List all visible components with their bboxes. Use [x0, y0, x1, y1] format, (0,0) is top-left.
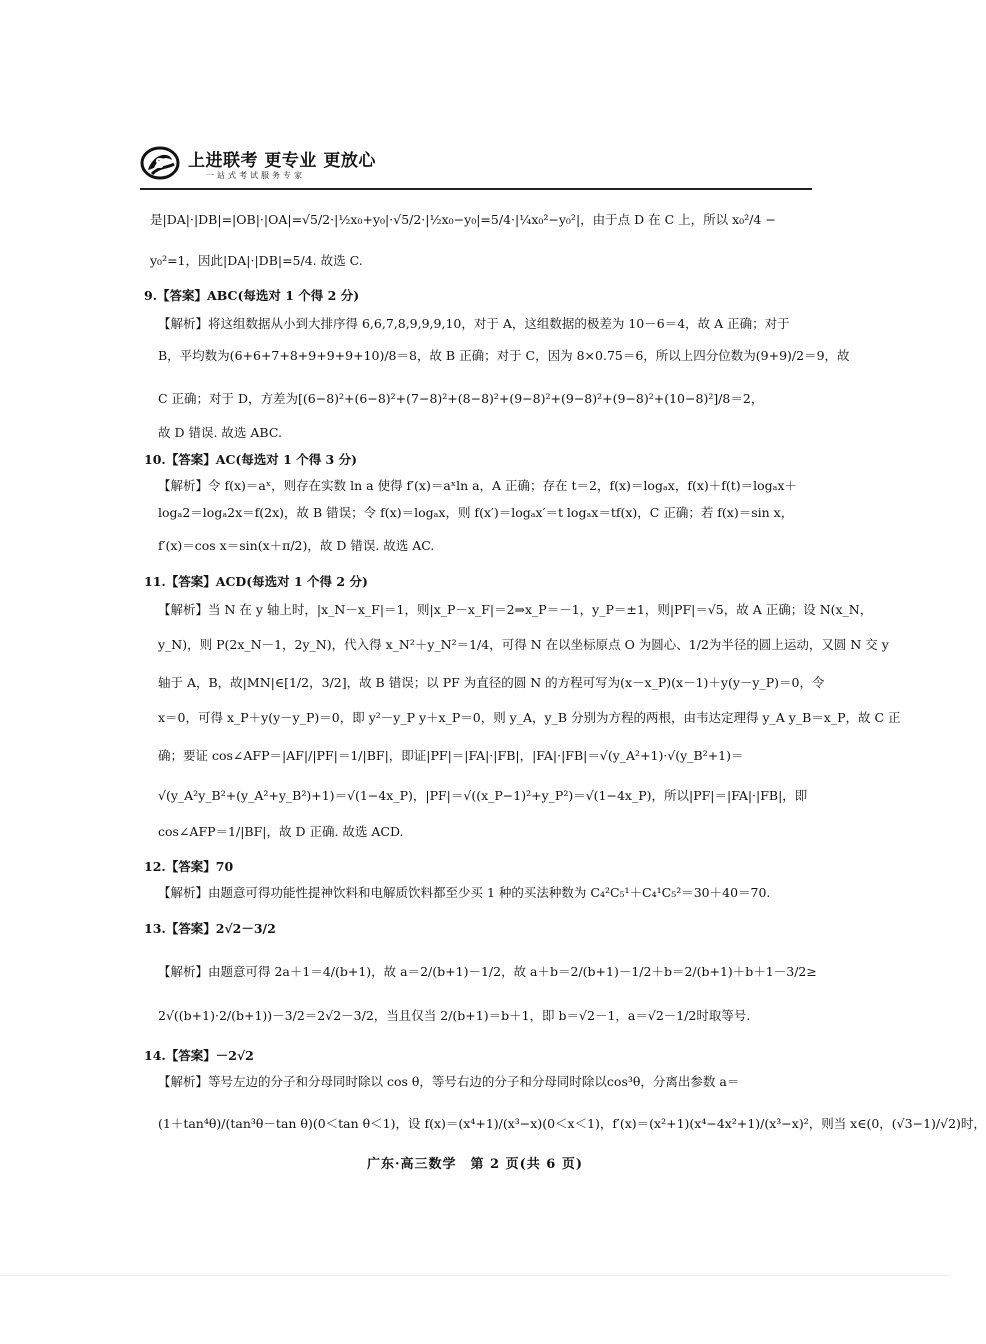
text-line: y_N)，则 P(2x_N－1，2y_N)，代入得 x_N²＋y_N²＝1/4，可得 N 在以坐标原点 O 为圆心、1/2为半径的圆上运动，又圆 N 交 y — [158, 637, 889, 652]
text-line: C 正确；对于 D，方差为[(6−8)²+(6−8)²+(7−8)²+(8−8)²+(9−8)²+(9−8)²+(9−8)²+(10−8)²]/8＝2， — [158, 391, 764, 406]
text-line: √(y_A²y_B²+(y_A²+y_B²)+1)＝√(1−4x_P)，|PF|＝√((x_P−1)²+y_P²)＝√(1−4x_P)，所以|PF|＝|FA|·|FB|，即 — [158, 788, 808, 803]
header-divider — [140, 188, 812, 190]
text-line: 故 D 错误. 故选 ABC. — [158, 425, 282, 440]
svg-text:S: S — [155, 157, 165, 172]
text-line: B，平均数为(6+6+7+8+9+9+9+10)/8＝8，故 B 正确；对于 C，因为 8×0.75＝6，所以上四分位数为(9+9)/2＝9，故 — [158, 348, 850, 363]
text-line: y₀²=1，因此|DA|·|DB|=5/4. 故选 C. — [150, 253, 363, 268]
brand-slogan: 上进联考 更专业 更放心 — [188, 151, 376, 171]
page-header — [140, 140, 820, 190]
text-line: 【解析】由题意可得功能性提神饮料和电解质饮料都至少买 1 种的买法种数为 C₄²C₅¹＋C₄¹C₅²＝30＋40＝70. — [158, 885, 771, 900]
text-line: 【解析】将这组数据从小到大排序得 6,6,7,8,9,9,9,10，对于 A，这组数据的极差为 10－6＝4，故 A 正确；对于 — [158, 316, 790, 331]
text-line: 【解析】等号左边的分子和分母同时除以 cos θ，等号右边的分子和分母同时除以cos³θ，分离出参数 a＝ — [158, 1074, 740, 1089]
text-line: x＝0，可得 x_P＋y(y－y_P)＝0，即 y²－y_P y＋x_P＝0，则 y_A，y_B 分别为方程的两根，由韦达定理得 y_A y_B＝x_P，故 C 正 — [158, 710, 901, 725]
answer-heading: 9.【答案】ABC(每选对 1 个得 2 分) — [144, 288, 360, 303]
text-line: 【解析】当 N 在 y 轴上时，|x_N－x_F|＝1，则|x_P－x_F|＝2⇒x_P＝－1，y_P＝±1，则|PF|＝√5，故 A 正确；设 N(x_N， — [158, 602, 873, 617]
answer-heading: 14.【答案】－2√2 — [144, 1048, 254, 1063]
answer-heading: 12.【答案】70 — [144, 859, 234, 874]
page-footer: 广东·高三数学 第 2 页(共 6 页) — [366, 1157, 584, 1172]
answer-heading: 13.【答案】2√2－3/2 — [144, 921, 276, 936]
answer-heading: 10.【答案】AC(每选对 1 个得 3 分) — [144, 452, 358, 467]
brand-tagline: 一站式考试服务专家 — [206, 171, 305, 180]
text-line: 确；要证 cos∠AFP＝|AF|/|PF|＝1/|BF|，即证|PF|＝|FA|·|FB|，|FA|·|FB|＝√(y_A²+1)·√(y_B²+1)＝ — [158, 748, 744, 763]
text-line: f′(x)＝cos x＝sin(x＋π/2)，故 D 错误. 故选 AC. — [158, 538, 435, 553]
text-line: 【解析】令 f(x)＝aˣ，则存在实数 ln a 使得 f′(x)＝aˣln a，A 正确；存在 t＝2，f(x)＝logₐx，f(x)＋f(t)＝logₐx＋ — [158, 478, 798, 493]
text-line: (1＋tan⁴θ)/(tan³θ－tan θ)(0＜tan θ＜1)，设 f(x)＝(x⁴+1)/(x³−x)(0＜x＜1)，f′(x)＝(x²+1)(x⁴−4x²+1)/(x³−x)²，则当 x∈(0，(√3−1)/√2)时， — [158, 1116, 986, 1131]
scan-border — [0, 1275, 950, 1276]
text-line: cos∠AFP＝1/|BF|，故 D 正确. 故选 ACD. — [158, 824, 404, 839]
text-line: 【解析】由题意可得 2a＋1＝4/(b+1)，故 a＝2/(b+1)－1/2，故 a＋b＝2/(b+1)－1/2＋b＝2/(b+1)＋b＋1－3/2≥ — [158, 964, 817, 979]
text-line: 轴于 A，B，故|MN|∈[1/2，3/2]，故 B 错误；以 PF 为直径的圆 N 的方程可写为(x－x_P)(x－1)＋y(y－y_P)＝0，令 — [158, 675, 825, 690]
text-line: logₐ2＝logₐ2x＝f(2x)，故 B 错误；令 f(x)＝logₐx，则 f(x′)＝logₐx′＝t logₐx＝tf(x)，C 正确；若 f(x)＝sin x， — [158, 505, 794, 520]
text-line: 是|DA|·|DB|=|OB|·|OA|=√5/2·|½x₀+y₀|·√5/2·|½x₀−y₀|=5/4·|¼x₀²−y₀²|，由于点 D 在 C 上，所以 x₀²/4 − — [150, 212, 776, 227]
answer-heading: 11.【答案】ACD(每选对 1 个得 2 分) — [144, 574, 368, 589]
logo-swirl-icon — [140, 144, 180, 182]
text-line: 2√((b+1)·2/(b+1))－3/2＝2√2－3/2，当且仅当 2/(b+1)＝b＋1，即 b＝√2－1，a＝√2－1/2时取等号. — [158, 1008, 751, 1023]
